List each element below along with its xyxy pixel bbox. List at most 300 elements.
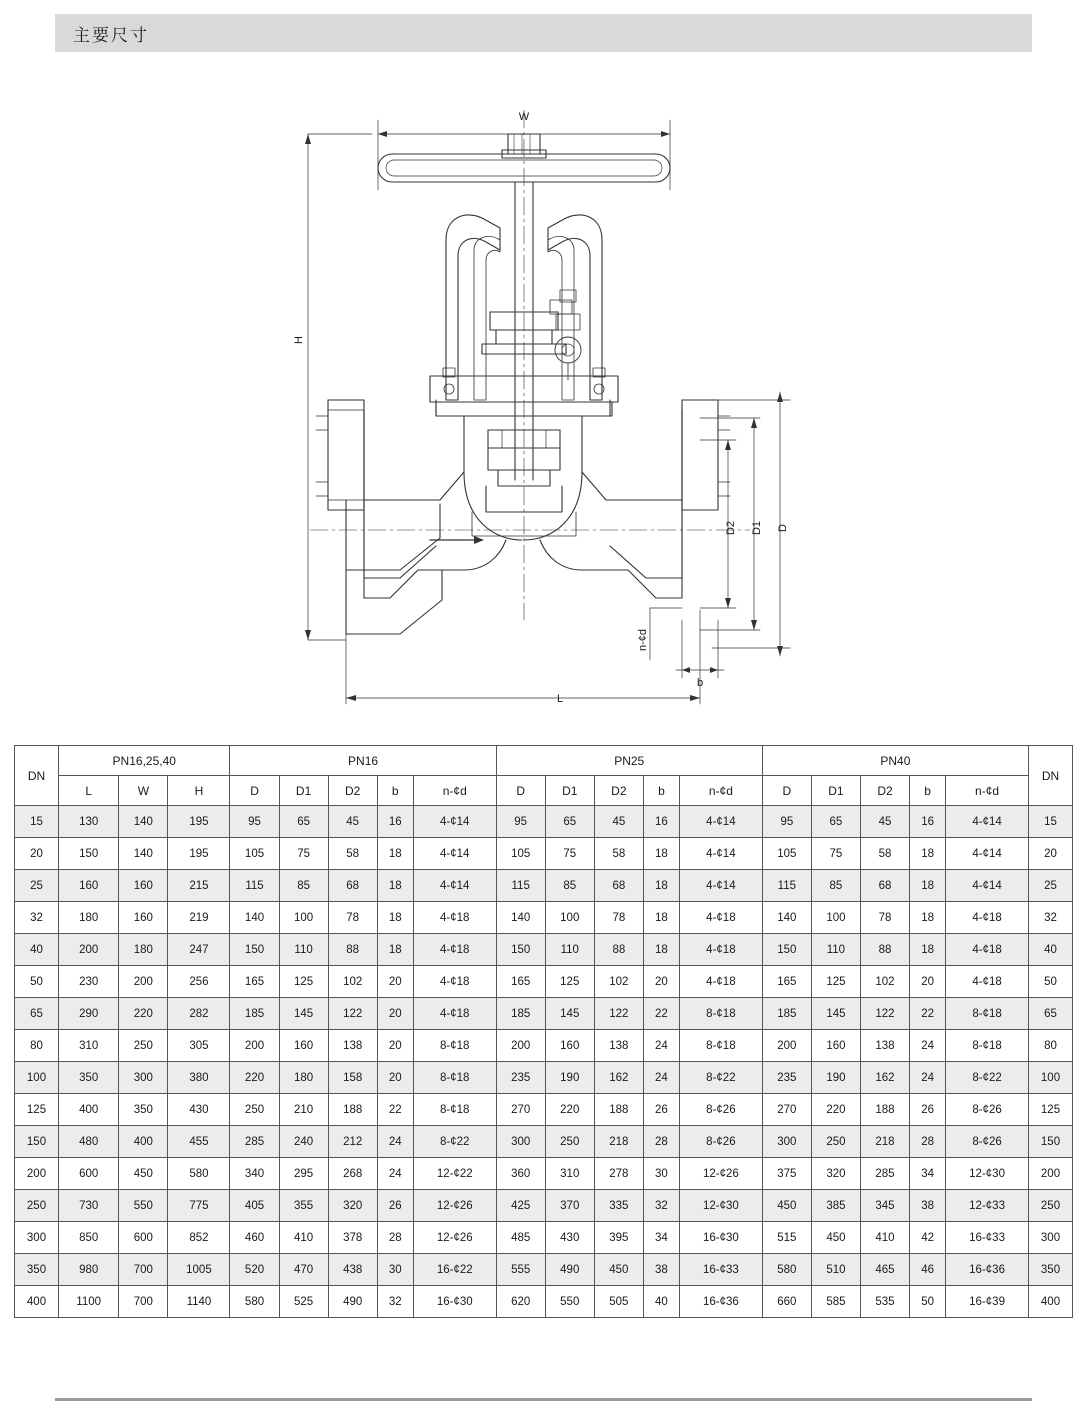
table-cell: 8-¢18 xyxy=(413,1094,496,1126)
table-cell: 100 xyxy=(545,902,594,934)
table-cell: 140 xyxy=(119,806,168,838)
table-row xyxy=(15,1030,1073,1062)
table-cell: 28 xyxy=(643,1126,679,1158)
cell-dn-right: 65 xyxy=(1029,998,1073,1030)
table-row xyxy=(15,806,1073,838)
table-cell: 18 xyxy=(643,870,679,902)
table-cell: 78 xyxy=(328,902,377,934)
table-cell: 400 xyxy=(59,1094,119,1126)
table-cell: 520 xyxy=(230,1254,279,1286)
table-sub-header-row xyxy=(15,776,1073,806)
table-cell: 65 xyxy=(279,806,328,838)
table-cell: 220 xyxy=(119,998,168,1030)
table-cell: 240 xyxy=(279,1126,328,1158)
table-cell: 110 xyxy=(279,934,328,966)
table-cell: 250 xyxy=(230,1094,279,1126)
table-cell: 4-¢14 xyxy=(679,838,762,870)
table-cell: 115 xyxy=(762,870,811,902)
cell-dn-right: 200 xyxy=(1029,1158,1073,1190)
table-cell: 285 xyxy=(860,1158,909,1190)
table-row xyxy=(15,998,1073,1030)
table-cell: 102 xyxy=(328,966,377,998)
table-cell: 220 xyxy=(811,1094,860,1126)
table-cell: 360 xyxy=(496,1158,545,1190)
table-cell: 140 xyxy=(230,902,279,934)
table-body xyxy=(15,806,1073,1318)
table-cell: 470 xyxy=(279,1254,328,1286)
table-cell: 24 xyxy=(377,1126,413,1158)
dimension-label-h: H xyxy=(293,336,305,344)
table-cell: 620 xyxy=(496,1286,545,1318)
table-cell: 32 xyxy=(643,1190,679,1222)
table-cell: 162 xyxy=(860,1062,909,1094)
table-cell: 305 xyxy=(168,1030,230,1062)
table-cell: 18 xyxy=(910,870,946,902)
table-cell: 4-¢14 xyxy=(679,870,762,902)
table-cell: 45 xyxy=(860,806,909,838)
table-cell: 28 xyxy=(377,1222,413,1254)
table-cell: 250 xyxy=(811,1126,860,1158)
table-cell: 16-¢36 xyxy=(946,1254,1029,1286)
table-cell: 320 xyxy=(328,1190,377,1222)
table-cell: 350 xyxy=(59,1062,119,1094)
table-cell: 110 xyxy=(545,934,594,966)
table-cell: 85 xyxy=(279,870,328,902)
table-cell: 95 xyxy=(230,806,279,838)
table-cell: 775 xyxy=(168,1190,230,1222)
table-cell: 16-¢30 xyxy=(679,1222,762,1254)
table-cell: 115 xyxy=(496,870,545,902)
subheader-pn16-d2: D2 xyxy=(328,776,377,806)
table-cell: 18 xyxy=(643,934,679,966)
table-row xyxy=(15,838,1073,870)
table-cell: 105 xyxy=(496,838,545,870)
table-cell: 430 xyxy=(168,1094,230,1126)
table-cell: 12-¢26 xyxy=(413,1222,496,1254)
table-cell: 580 xyxy=(230,1286,279,1318)
table-cell: 4-¢18 xyxy=(946,934,1029,966)
table-cell: 505 xyxy=(594,1286,643,1318)
table-cell: 180 xyxy=(59,902,119,934)
table-cell: 24 xyxy=(910,1062,946,1094)
table-cell: 100 xyxy=(811,902,860,934)
table-cell: 20 xyxy=(377,966,413,998)
table-cell: 850 xyxy=(59,1222,119,1254)
table-cell: 4-¢14 xyxy=(413,806,496,838)
table-cell: 20 xyxy=(377,1062,413,1094)
table-cell: 450 xyxy=(594,1254,643,1286)
table-cell: 18 xyxy=(910,902,946,934)
table-cell: 535 xyxy=(860,1286,909,1318)
table-cell: 16-¢39 xyxy=(946,1286,1029,1318)
table-cell: 130 xyxy=(59,806,119,838)
table-cell: 8-¢22 xyxy=(679,1062,762,1094)
subheader-h: H xyxy=(168,776,230,806)
table-cell: 980 xyxy=(59,1254,119,1286)
table-cell: 185 xyxy=(762,998,811,1030)
table-cell: 8-¢18 xyxy=(679,1030,762,1062)
cell-dn-right: 350 xyxy=(1029,1254,1073,1286)
table-cell: 4-¢18 xyxy=(413,934,496,966)
table-cell: 26 xyxy=(377,1190,413,1222)
cell-dn-right: 150 xyxy=(1029,1126,1073,1158)
table-cell: 430 xyxy=(545,1222,594,1254)
table-cell: 185 xyxy=(230,998,279,1030)
table-cell: 180 xyxy=(119,934,168,966)
table-cell: 24 xyxy=(643,1030,679,1062)
table-cell: 218 xyxy=(860,1126,909,1158)
header-group-pn162540: PN16,25,40 xyxy=(59,746,230,776)
table-cell: 45 xyxy=(594,806,643,838)
table-cell: 185 xyxy=(496,998,545,1030)
cell-dn-left: 300 xyxy=(15,1222,59,1254)
cell-dn-left: 25 xyxy=(15,870,59,902)
subheader-pn25-d: D xyxy=(496,776,545,806)
table-cell: 380 xyxy=(168,1062,230,1094)
table-cell: 88 xyxy=(594,934,643,966)
table-cell: 16 xyxy=(643,806,679,838)
table-cell: 4-¢18 xyxy=(413,966,496,998)
table-cell: 700 xyxy=(119,1286,168,1318)
table-cell: 300 xyxy=(119,1062,168,1094)
table-cell: 46 xyxy=(910,1254,946,1286)
table-cell: 4-¢18 xyxy=(679,966,762,998)
table-cell: 455 xyxy=(168,1126,230,1158)
table-cell: 660 xyxy=(762,1286,811,1318)
table-cell: 34 xyxy=(910,1158,946,1190)
table-cell: 195 xyxy=(168,806,230,838)
table-cell: 145 xyxy=(279,998,328,1030)
table-cell: 220 xyxy=(545,1094,594,1126)
table-cell: 370 xyxy=(545,1190,594,1222)
table-cell: 24 xyxy=(377,1158,413,1190)
table-cell: 190 xyxy=(545,1062,594,1094)
table-cell: 138 xyxy=(594,1030,643,1062)
table-cell: 200 xyxy=(496,1030,545,1062)
table-cell: 600 xyxy=(119,1222,168,1254)
cell-dn-left: 200 xyxy=(15,1158,59,1190)
table-cell: 180 xyxy=(279,1062,328,1094)
table-cell: 215 xyxy=(168,870,230,902)
cell-dn-right: 50 xyxy=(1029,966,1073,998)
subheader-pn16-d: D xyxy=(230,776,279,806)
dimension-label-nd: n-¢d xyxy=(637,628,649,652)
table-row xyxy=(15,1222,1073,1254)
table-cell: 12-¢33 xyxy=(946,1190,1029,1222)
table-cell: 160 xyxy=(279,1030,328,1062)
table-cell: 22 xyxy=(377,1094,413,1126)
table-cell: 165 xyxy=(230,966,279,998)
dimension-label-d2: D2 xyxy=(725,520,737,536)
table-row xyxy=(15,934,1073,966)
table-cell: 8-¢26 xyxy=(679,1094,762,1126)
table-cell: 550 xyxy=(119,1190,168,1222)
table-cell: 32 xyxy=(377,1286,413,1318)
subheader-pn25-b: b xyxy=(643,776,679,806)
table-cell: 75 xyxy=(279,838,328,870)
table-cell: 158 xyxy=(328,1062,377,1094)
table-cell: 450 xyxy=(762,1190,811,1222)
table-cell: 8-¢18 xyxy=(946,1030,1029,1062)
table-cell: 4-¢18 xyxy=(946,902,1029,934)
table-head xyxy=(15,746,1073,806)
cell-dn-right: 125 xyxy=(1029,1094,1073,1126)
table-cell: 24 xyxy=(643,1062,679,1094)
table-cell: 335 xyxy=(594,1190,643,1222)
table-cell: 4-¢14 xyxy=(679,806,762,838)
table-cell: 490 xyxy=(328,1286,377,1318)
table-cell: 22 xyxy=(910,998,946,1030)
table-cell: 160 xyxy=(119,870,168,902)
table-cell: 12-¢26 xyxy=(413,1190,496,1222)
table-cell: 58 xyxy=(860,838,909,870)
table-cell: 4-¢14 xyxy=(413,870,496,902)
table-row xyxy=(15,1190,1073,1222)
table-cell: 320 xyxy=(811,1158,860,1190)
dimension-label-l: L xyxy=(556,693,564,705)
table-cell: 16 xyxy=(910,806,946,838)
table-cell: 345 xyxy=(860,1190,909,1222)
table-cell: 42 xyxy=(910,1222,946,1254)
table-cell: 88 xyxy=(328,934,377,966)
table-row xyxy=(15,1254,1073,1286)
table-cell: 585 xyxy=(811,1286,860,1318)
footer-divider xyxy=(55,1398,1032,1401)
table-cell: 282 xyxy=(168,998,230,1030)
table-cell: 395 xyxy=(594,1222,643,1254)
table-cell: 410 xyxy=(860,1222,909,1254)
table-row xyxy=(15,1126,1073,1158)
dimension-label-d: D xyxy=(777,524,789,532)
table-cell: 8-¢18 xyxy=(946,998,1029,1030)
table-cell: 18 xyxy=(377,902,413,934)
table-cell: 8-¢18 xyxy=(679,998,762,1030)
table-cell: 160 xyxy=(59,870,119,902)
subheader-pn25-d1: D1 xyxy=(545,776,594,806)
table-cell: 270 xyxy=(762,1094,811,1126)
table-cell: 278 xyxy=(594,1158,643,1190)
table-cell: 4-¢18 xyxy=(679,902,762,934)
cell-dn-left: 15 xyxy=(15,806,59,838)
table-cell: 105 xyxy=(762,838,811,870)
table-cell: 12-¢30 xyxy=(946,1158,1029,1190)
table-cell: 230 xyxy=(59,966,119,998)
header-dn-right: DN xyxy=(1029,746,1073,806)
table-cell: 18 xyxy=(643,838,679,870)
table-cell: 555 xyxy=(496,1254,545,1286)
table-cell: 1005 xyxy=(168,1254,230,1286)
table-cell: 4-¢14 xyxy=(946,806,1029,838)
cell-dn-right: 80 xyxy=(1029,1030,1073,1062)
table-cell: 235 xyxy=(496,1062,545,1094)
table-cell: 480 xyxy=(59,1126,119,1158)
table-cell: 125 xyxy=(279,966,328,998)
table-cell: 75 xyxy=(545,838,594,870)
subheader-pn40-nd: n-¢d xyxy=(946,776,1029,806)
table-cell: 58 xyxy=(328,838,377,870)
cell-dn-left: 150 xyxy=(15,1126,59,1158)
table-cell: 145 xyxy=(545,998,594,1030)
table-cell: 525 xyxy=(279,1286,328,1318)
cell-dn-left: 65 xyxy=(15,998,59,1030)
table-cell: 16-¢36 xyxy=(679,1286,762,1318)
table-cell: 340 xyxy=(230,1158,279,1190)
cell-dn-left: 20 xyxy=(15,838,59,870)
subheader-pn25-nd: n-¢d xyxy=(679,776,762,806)
subheader-pn40-b: b xyxy=(910,776,946,806)
table-cell: 195 xyxy=(168,838,230,870)
table-cell: 50 xyxy=(910,1286,946,1318)
table-cell: 12-¢30 xyxy=(679,1190,762,1222)
subheader-pn25-d2: D2 xyxy=(594,776,643,806)
table-cell: 85 xyxy=(545,870,594,902)
table-cell: 438 xyxy=(328,1254,377,1286)
table-cell: 78 xyxy=(860,902,909,934)
cell-dn-right: 400 xyxy=(1029,1286,1073,1318)
table-cell: 8-¢18 xyxy=(413,1062,496,1094)
table-cell: 385 xyxy=(811,1190,860,1222)
cell-dn-right: 40 xyxy=(1029,934,1073,966)
table-cell: 30 xyxy=(377,1254,413,1286)
table-cell: 16 xyxy=(377,806,413,838)
table-cell: 405 xyxy=(230,1190,279,1222)
table-cell: 95 xyxy=(762,806,811,838)
table-cell: 4-¢14 xyxy=(413,838,496,870)
table-row xyxy=(15,1286,1073,1318)
table-cell: 1140 xyxy=(168,1286,230,1318)
table-cell: 18 xyxy=(377,838,413,870)
dimensions-table-wrapper xyxy=(14,745,1073,1318)
table-cell: 88 xyxy=(860,934,909,966)
table-cell: 4-¢14 xyxy=(946,870,1029,902)
table-cell: 75 xyxy=(811,838,860,870)
subheader-pn16-b: b xyxy=(377,776,413,806)
table-cell: 450 xyxy=(119,1158,168,1190)
table-cell: 138 xyxy=(328,1030,377,1062)
cell-dn-right: 20 xyxy=(1029,838,1073,870)
table-cell: 510 xyxy=(811,1254,860,1286)
table-cell: 200 xyxy=(59,934,119,966)
subheader-w: W xyxy=(119,776,168,806)
table-cell: 115 xyxy=(230,870,279,902)
table-cell: 165 xyxy=(762,966,811,998)
table-cell: 4-¢14 xyxy=(946,838,1029,870)
table-cell: 4-¢18 xyxy=(413,998,496,1030)
table-cell: 162 xyxy=(594,1062,643,1094)
table-cell: 212 xyxy=(328,1126,377,1158)
table-cell: 110 xyxy=(811,934,860,966)
table-cell: 285 xyxy=(230,1126,279,1158)
table-cell: 28 xyxy=(910,1126,946,1158)
table-cell: 58 xyxy=(594,838,643,870)
cell-dn-left: 250 xyxy=(15,1190,59,1222)
table-cell: 26 xyxy=(910,1094,946,1126)
table-cell: 200 xyxy=(230,1030,279,1062)
table-cell: 8-¢22 xyxy=(946,1062,1029,1094)
table-cell: 78 xyxy=(594,902,643,934)
table-cell: 122 xyxy=(328,998,377,1030)
table-cell: 600 xyxy=(59,1158,119,1190)
table-cell: 160 xyxy=(119,902,168,934)
table-cell: 375 xyxy=(762,1158,811,1190)
subheader-pn16-d1: D1 xyxy=(279,776,328,806)
section-header-band xyxy=(55,14,1032,52)
table-cell: 580 xyxy=(762,1254,811,1286)
table-cell: 18 xyxy=(910,838,946,870)
table-cell: 122 xyxy=(594,998,643,1030)
table-cell: 140 xyxy=(496,902,545,934)
table-cell: 190 xyxy=(811,1062,860,1094)
page-title: 主要尺寸 xyxy=(73,25,149,46)
table-row xyxy=(15,966,1073,998)
table-cell: 45 xyxy=(328,806,377,838)
table-cell: 250 xyxy=(119,1030,168,1062)
table-cell: 8-¢22 xyxy=(413,1126,496,1158)
table-cell: 68 xyxy=(328,870,377,902)
table-cell: 220 xyxy=(230,1062,279,1094)
table-cell: 20 xyxy=(910,966,946,998)
table-cell: 355 xyxy=(279,1190,328,1222)
cell-dn-left: 40 xyxy=(15,934,59,966)
table-cell: 40 xyxy=(643,1286,679,1318)
table-cell: 24 xyxy=(910,1030,946,1062)
cell-dn-right: 32 xyxy=(1029,902,1073,934)
table-cell: 188 xyxy=(594,1094,643,1126)
table-cell: 125 xyxy=(811,966,860,998)
table-cell: 310 xyxy=(59,1030,119,1062)
table-row xyxy=(15,870,1073,902)
subheader-pn40-d1: D1 xyxy=(811,776,860,806)
cell-dn-left: 50 xyxy=(15,966,59,998)
table-cell: 105 xyxy=(230,838,279,870)
table-cell: 410 xyxy=(279,1222,328,1254)
table-cell: 700 xyxy=(119,1254,168,1286)
cell-dn-right: 100 xyxy=(1029,1062,1073,1094)
table-cell: 460 xyxy=(230,1222,279,1254)
table-cell: 16-¢33 xyxy=(679,1254,762,1286)
cell-dn-left: 350 xyxy=(15,1254,59,1286)
cell-dn-right: 25 xyxy=(1029,870,1073,902)
table-cell: 12-¢22 xyxy=(413,1158,496,1190)
table-cell: 102 xyxy=(594,966,643,998)
table-cell: 38 xyxy=(910,1190,946,1222)
table-cell: 210 xyxy=(279,1094,328,1126)
cell-dn-right: 250 xyxy=(1029,1190,1073,1222)
table-cell: 400 xyxy=(119,1126,168,1158)
table-cell: 8-¢18 xyxy=(413,1030,496,1062)
table-cell: 65 xyxy=(545,806,594,838)
table-cell: 68 xyxy=(594,870,643,902)
table-cell: 300 xyxy=(496,1126,545,1158)
table-cell: 730 xyxy=(59,1190,119,1222)
table-cell: 219 xyxy=(168,902,230,934)
table-cell: 218 xyxy=(594,1126,643,1158)
table-cell: 200 xyxy=(119,966,168,998)
table-cell: 290 xyxy=(59,998,119,1030)
table-cell: 65 xyxy=(811,806,860,838)
table-cell: 125 xyxy=(545,966,594,998)
table-cell: 20 xyxy=(377,998,413,1030)
table-cell: 150 xyxy=(496,934,545,966)
table-cell: 26 xyxy=(643,1094,679,1126)
table-cell: 160 xyxy=(811,1030,860,1062)
table-cell: 300 xyxy=(762,1126,811,1158)
subheader-pn40-d: D xyxy=(762,776,811,806)
table-cell: 140 xyxy=(119,838,168,870)
table-cell: 150 xyxy=(762,934,811,966)
table-cell: 268 xyxy=(328,1158,377,1190)
table-cell: 16-¢33 xyxy=(946,1222,1029,1254)
